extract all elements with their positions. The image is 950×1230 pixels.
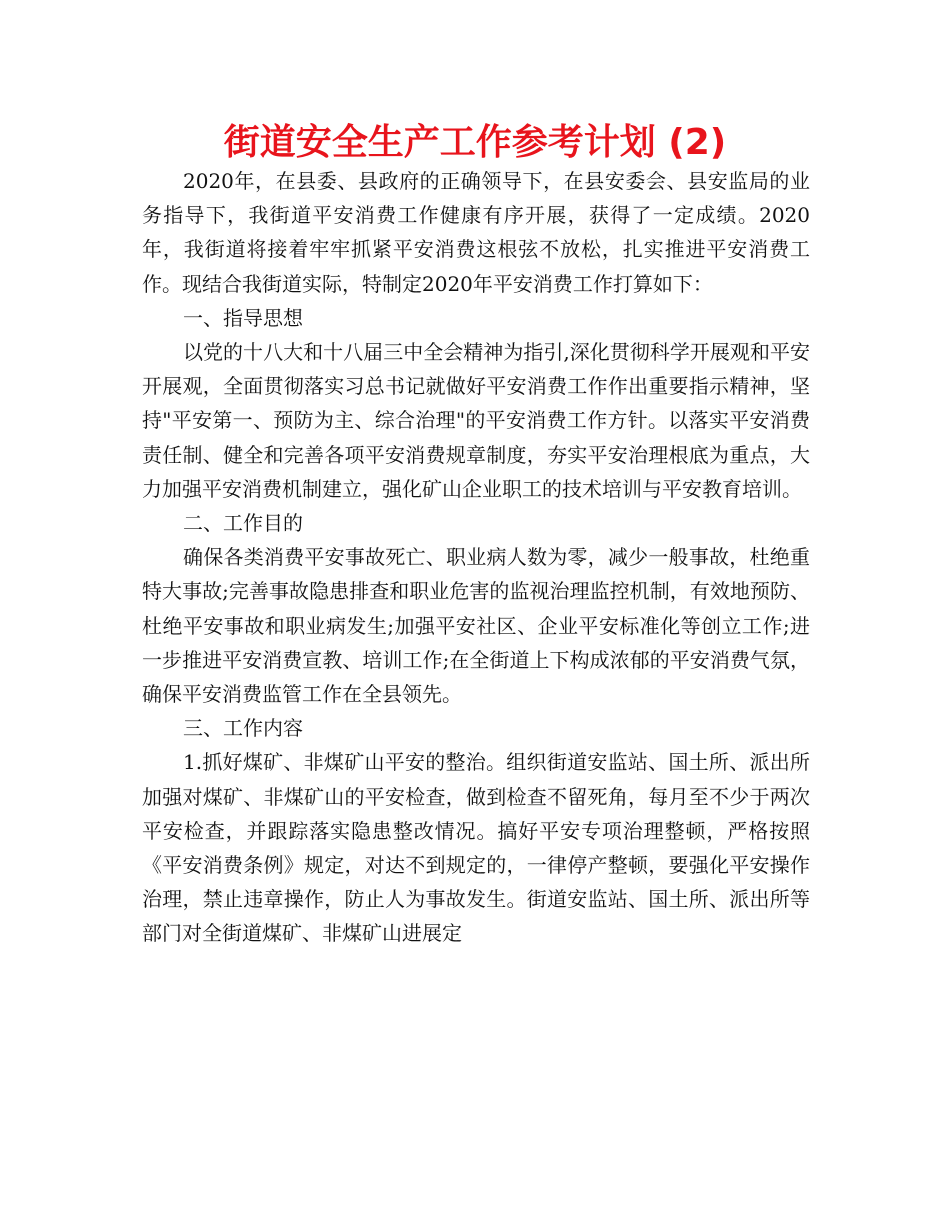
paragraph-work-content-1: 1.抓好煤矿、非煤矿山平安的整治。组织街道安监站、国土所、派出所加强对煤矿、非煤矿山的平安检查，做到检查不留死角，每月至不少于两次平安检查，并跟踪落实隐患整改情况。搞好平安专项治理整顿，严格按照《平安消费条例》规定，对达不到规定的，一律停产整顿，要强化平安操作治理，禁止违章操作，防止人为事故发生。街道安监站、国土所、派出所等部门对全街道煤矿、非煤矿山进展定 <box>142 750 810 946</box>
paragraph-intro: 2020年，在县委、县政府的正确领导下，在县安委会、县安监局的业务指导下，我街道平安消费工作健康有序开展，获得了一定成绩。2020年，我街道将接着牢牢抓紧平安消费这根弦不放松，扎实推进平安消费工作。现结合我街道实际，特制定2020年平安消费工作打算如下： <box>142 169 810 296</box>
document-body <box>142 164 810 951</box>
section-heading-guiding-ideology: 一、指导思想 <box>183 305 303 330</box>
document-title: 街道安全生产工作参考计划 (2) <box>223 122 727 163</box>
section-heading-work-goals: 二、工作目的 <box>183 511 303 536</box>
section-heading-work-content: 三、工作内容 <box>183 716 303 741</box>
paragraph-work-goals: 确保各类消费平安事故死亡、职业病人数为零，减少一般事故，杜绝重特大事故;完善事故隐患排查和职业危害的监视治理监控机制，有效地预防、杜绝平安事故和职业病发生;加强平安社区、企业平安标准化等创立工作;进一步推进平安消费宣教、培训工作;在全街道上下构成浓郁的平安消费气氛，确保平安消费监管工作在全县领先。 <box>142 545 810 707</box>
paragraph-guiding-ideology: 以党的十八大和十八届三中全会精神为指引,深化贯彻科学开展观和平安开展观，全面贯彻落实习总书记就做好平安消费工作作出重要指示精神，坚持"平安第一、预防为主、综合治理"的平安消费工作方针。以落实平安消费责任制、健全和完善各项平安消费规章制度，夯实平安治理根底为重点，大力加强平安消费机制建立，强化矿山企业职工的技术培训与平安教育培训。 <box>142 340 810 501</box>
